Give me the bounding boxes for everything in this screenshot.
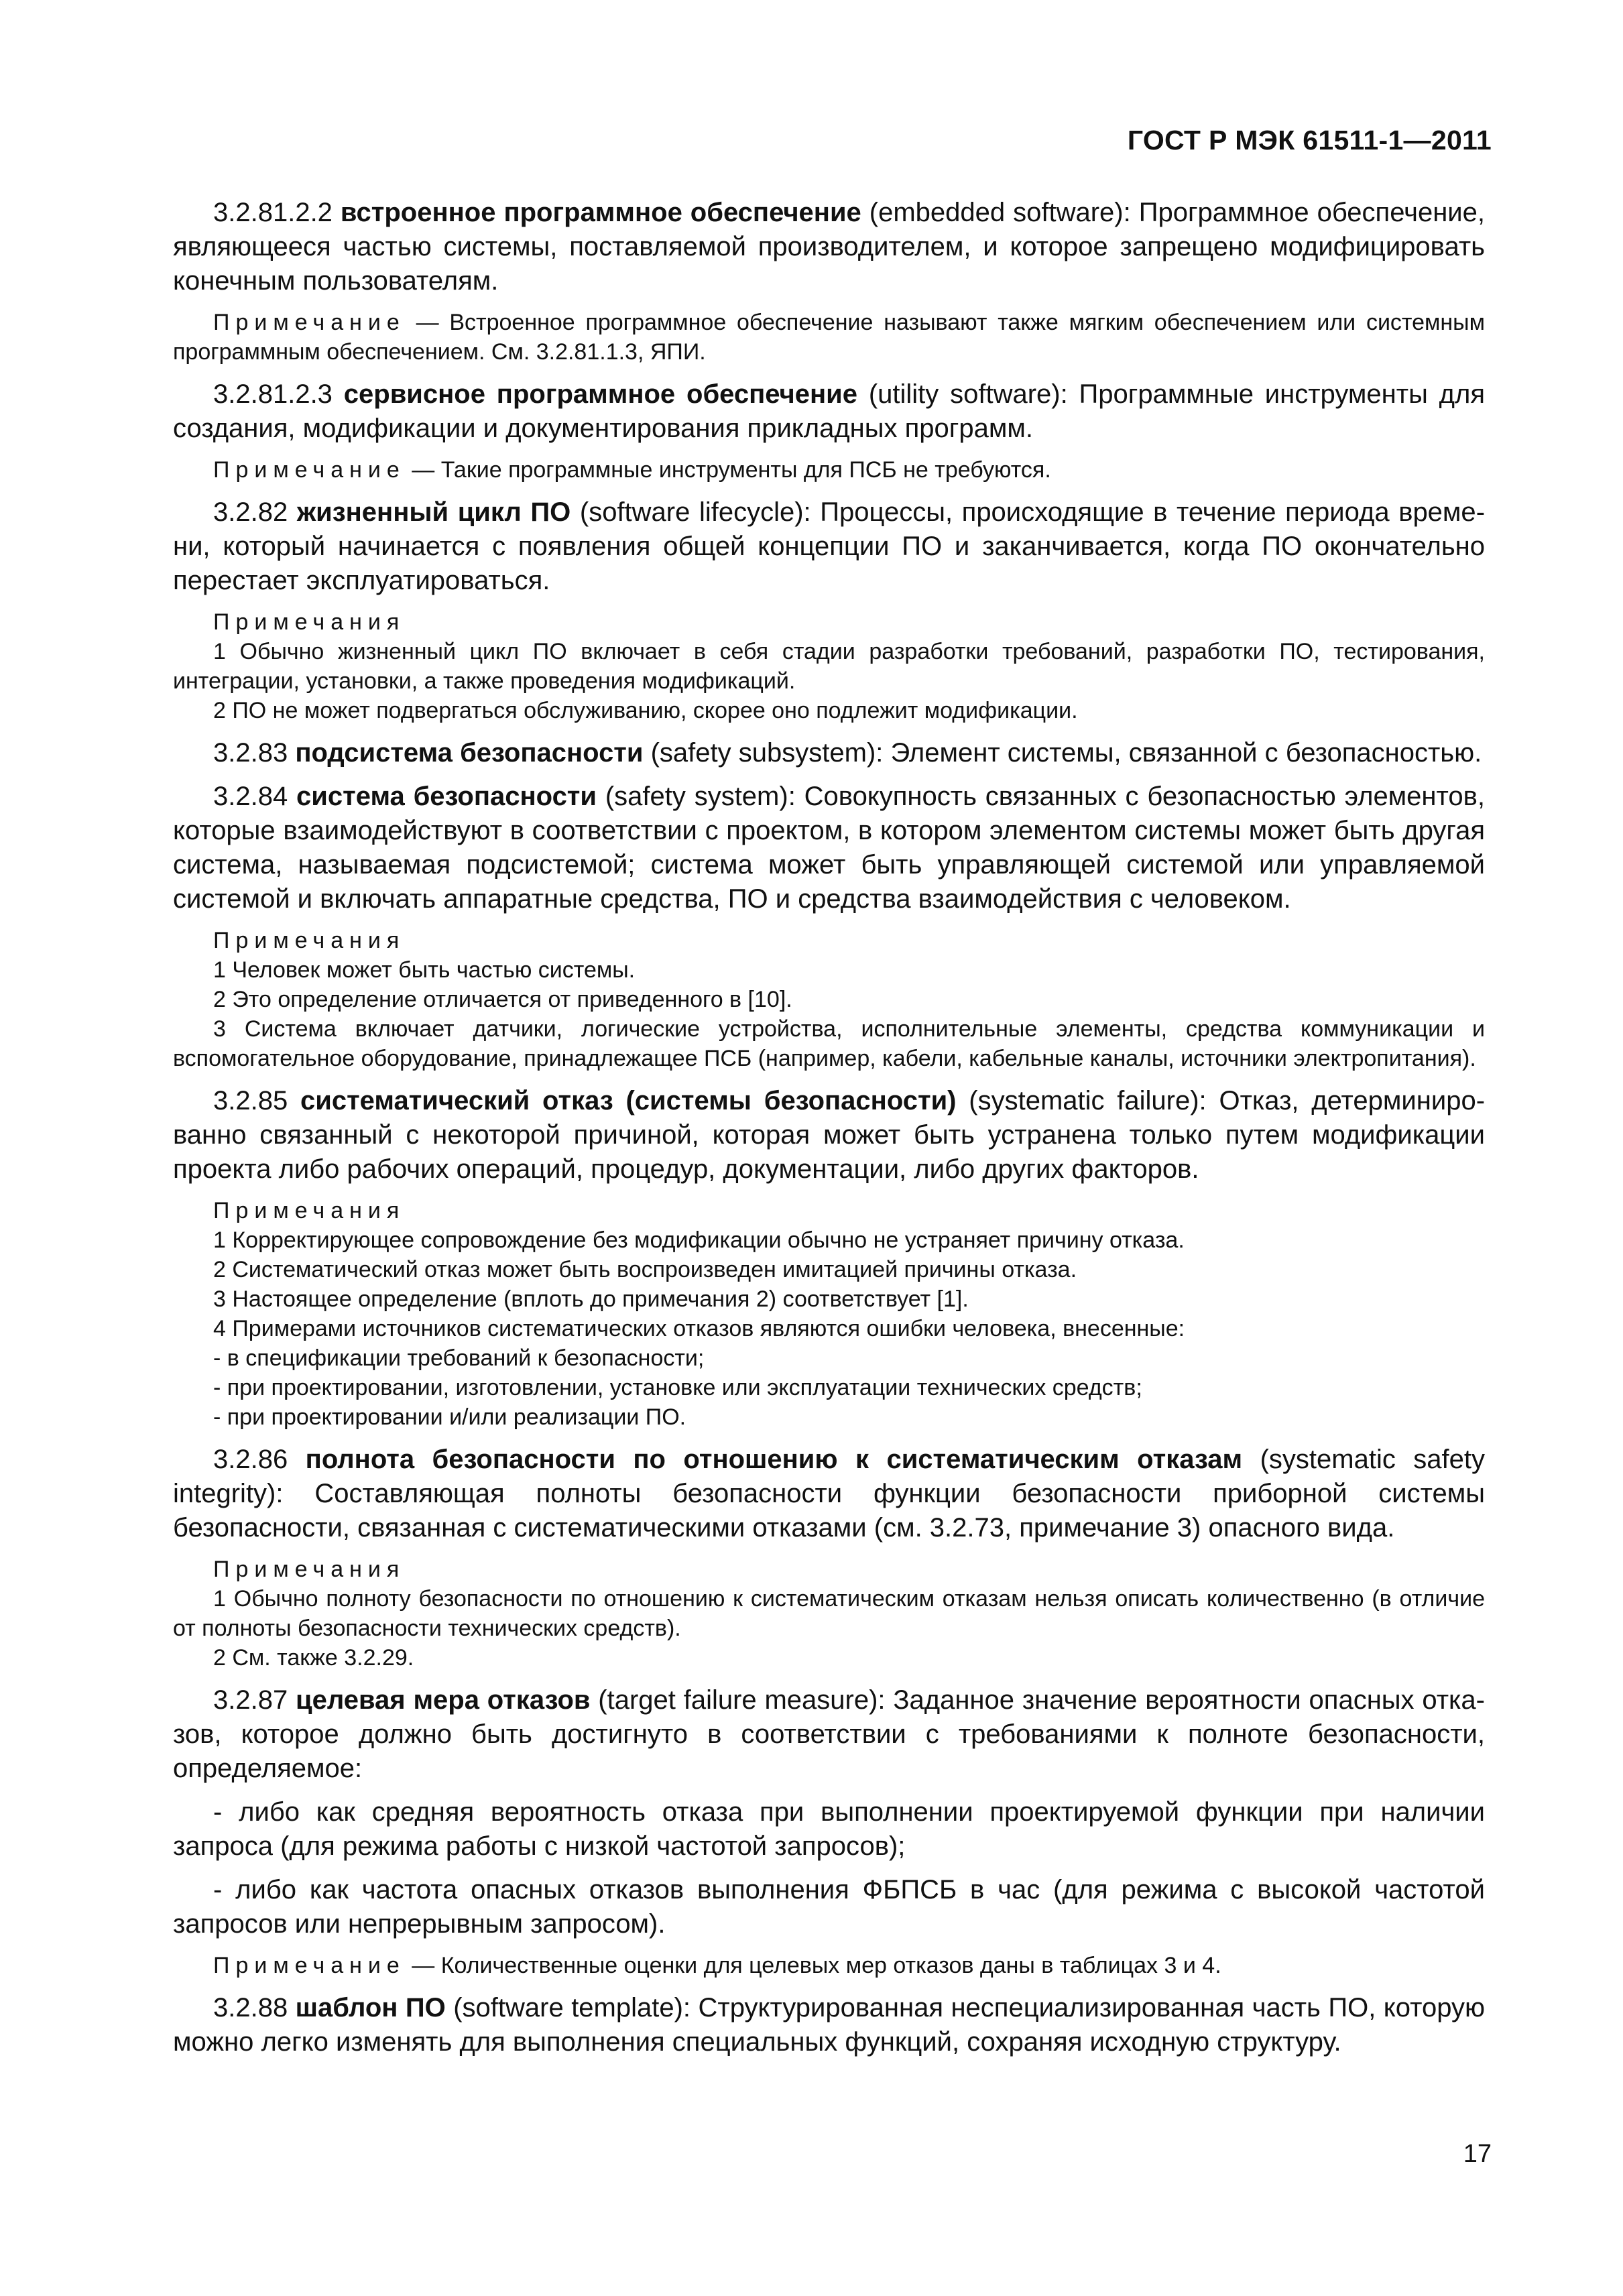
defined-term: систематический отказ (системы безопасности) [300, 1086, 957, 1115]
note-item: 1 Человек может быть частью системы. [213, 957, 636, 983]
notes-block [173, 1196, 1485, 1432]
document-body [173, 196, 1485, 2069]
clause-number: 3.2.81.2.3 [213, 379, 344, 409]
definition-text: - либо как частота опасных отказов выполнения ФБПСБ в час (для режима с высокой частотой запросов или непрерывным запросом). [173, 1875, 1485, 1939]
page-number: 17 [1463, 2140, 1492, 2168]
note-item: 1 Обычно жизненный цикл ПО включает в себя стадии разработки требований, разработки ПО, тестирования, интеграции, установки, а также проведения модификаций. [173, 639, 1485, 694]
definition-paragraph [173, 780, 1485, 916]
clause-number: 3.2.86 [213, 1445, 306, 1474]
note-label: Примечание [213, 1953, 406, 1978]
definition-text: - либо как средняя вероятность отказа при выполнении проектируемой функции при наличии запроса (для режима работы с низкой частотой запросов); [173, 1797, 1485, 1861]
note-item: 3 Система включает датчики, логические устройства, исполнительные элементы, средства коммуникации и вспомогательное оборудование, принадлежащее ПСБ (например, кабели, кабельные каналы, источники электропитания). [173, 1016, 1485, 1071]
note-item: 1 Обычно полноту безопасности по отношению к систематическим отказам нельзя описать количественно (в отличие от полноты безопасности технических средств). [173, 1586, 1485, 1641]
notes-block [173, 926, 1485, 1073]
definition-paragraph [173, 1991, 1485, 2059]
notes-heading: Примечания [213, 609, 406, 635]
clause-number: 3.2.81.2.2 [213, 198, 341, 227]
note-item: - при проектировании, изготовлении, установке или эксплуатации технических средств; [213, 1375, 1142, 1400]
definition-paragraph [173, 736, 1485, 770]
note [173, 308, 1485, 367]
clause-number: 3.2.83 [213, 738, 296, 768]
clause-number: 3.2.87 [213, 1685, 296, 1715]
clause-number: 3.2.84 [213, 782, 297, 811]
defined-term: полнота безопасности по отношению к систематическим отказам [305, 1445, 1243, 1474]
definition-paragraph [173, 1443, 1485, 1545]
note-text: — Количественные оценки для целевых мер отказов даны в таблицах 3 и 4. [405, 1953, 1221, 1978]
defined-term: встроенное программное обеспечение [340, 198, 861, 227]
definition-paragraph [173, 1873, 1485, 1941]
definition-paragraph [173, 196, 1485, 298]
note-label: Примечание [213, 457, 406, 483]
clause-number: 3.2.82 [213, 497, 297, 527]
defined-term: целевая мера отказов [296, 1685, 591, 1715]
definition-paragraph [173, 495, 1485, 598]
definition-text: (software lifecycle): Процессы, происходящие в течение периода времени, который начинается с появления общей концепции ПО и заканчивается, когда ПО окончательно перестает эксплуатироваться. [173, 497, 1486, 595]
note-item: 2 ПО не может подвергаться обслуживанию, скорее оно подлежит модификации. [213, 698, 1078, 723]
note-item: 2 См. также 3.2.29. [213, 1645, 414, 1671]
note-label: Примечание [213, 310, 406, 335]
defined-term: подсистема безопасности [295, 738, 644, 768]
definition-paragraph [173, 1795, 1485, 1864]
note-text: — Встроенное программное обеспечение называют также мягким обеспечением или системным программным обеспечением. См. 3.2.81.1.3, ЯПИ. [173, 310, 1485, 365]
defined-term: система безопасности [296, 782, 597, 811]
note-item: 2 Систематический отказ может быть воспроизведен имитацией причины отказа. [213, 1257, 1077, 1282]
definition-text: (safety subsystem): Элемент системы, связанной с безопасностью. [643, 738, 1482, 768]
note-item: 3 Настоящее определение (вплоть до примечания 2) соответствует [1]. [213, 1286, 969, 1312]
notes-heading: Примечания [213, 1557, 406, 1582]
clause-number: 3.2.88 [213, 1993, 296, 2022]
definition-text: (embedded software): Программное обеспечение, являющееся частью системы, поставляемой производителем, и которое запрещено модифицировать конечным пользователям. [173, 198, 1485, 296]
note-item: - в спецификации требований к безопасности; [213, 1345, 705, 1371]
definition-text: (software template): Структурированная неспециализированная часть ПО, которую можно легко изменять для выполнения специальных функций, сохраняя исходную структуру. [173, 1993, 1486, 2057]
defined-term: жизненный цикл ПО [296, 497, 571, 527]
definition-text: (target failure measure): Заданное значение вероятности опасных отказов, которое должно быть достигнуто в соответствии с требованиями к полноте безопасности, определяемое: [173, 1685, 1485, 1783]
definition-paragraph [173, 1683, 1485, 1786]
notes-heading: Примечания [213, 928, 406, 953]
definition-text: (systematic safety integrity): Составляющая полноты безопасности функции безопасности приборной системы безопасности, связанная с систематическими отказами (см. 3.2.73, примечание 3) опасного вида. [173, 1445, 1485, 1543]
document-header: ГОСТ Р МЭК 61511-1—2011 [1127, 125, 1492, 156]
definition-paragraph [173, 377, 1485, 446]
definition-text: (systematic failure): Отказ, детерминированно связанный с некоторой причиной, которая может быть устранена только путем модификации проекта либо рабочих операций, процедур, документации, либо других факторов. [173, 1086, 1486, 1184]
note-item: - при проектировании и/или реализации ПО. [213, 1404, 686, 1430]
notes-heading: Примечания [213, 1198, 406, 1223]
note-item: 1 Корректирующее сопровождение без модификации обычно не устраняет причину отказа. [213, 1227, 1185, 1253]
definition-text: (utility software): Программные инструменты для создания, модификации и документирования прикладных программ. [173, 379, 1485, 443]
definition-text: (safety system): Совокупность связанных с безопасностью элементов, которые взаимодействуют в соответствии с проектом, в котором элементом системы может быть другая система, называемая подсистемой; система может быть управляющей системой или управляемой системой и включать аппаратные средства, ПО и средства взаимодействия с человеком. [173, 782, 1486, 914]
defined-term: сервисное программное обеспечение [343, 379, 857, 409]
clause-number: 3.2.85 [213, 1086, 300, 1115]
notes-block [173, 1555, 1485, 1673]
defined-term: шаблон ПО [295, 1993, 446, 2022]
note-item: 4 Примерами источников систематических отказов являются ошибки человека, внесенные: [213, 1316, 1185, 1341]
note-item: 2 Это определение отличается от приведенного в [10]. [213, 987, 792, 1012]
note [173, 1951, 1485, 1980]
notes-block [173, 607, 1485, 725]
definition-paragraph [173, 1084, 1485, 1187]
note [173, 455, 1485, 485]
note-text: — Такие программные инструменты для ПСБ не требуются. [405, 457, 1051, 483]
